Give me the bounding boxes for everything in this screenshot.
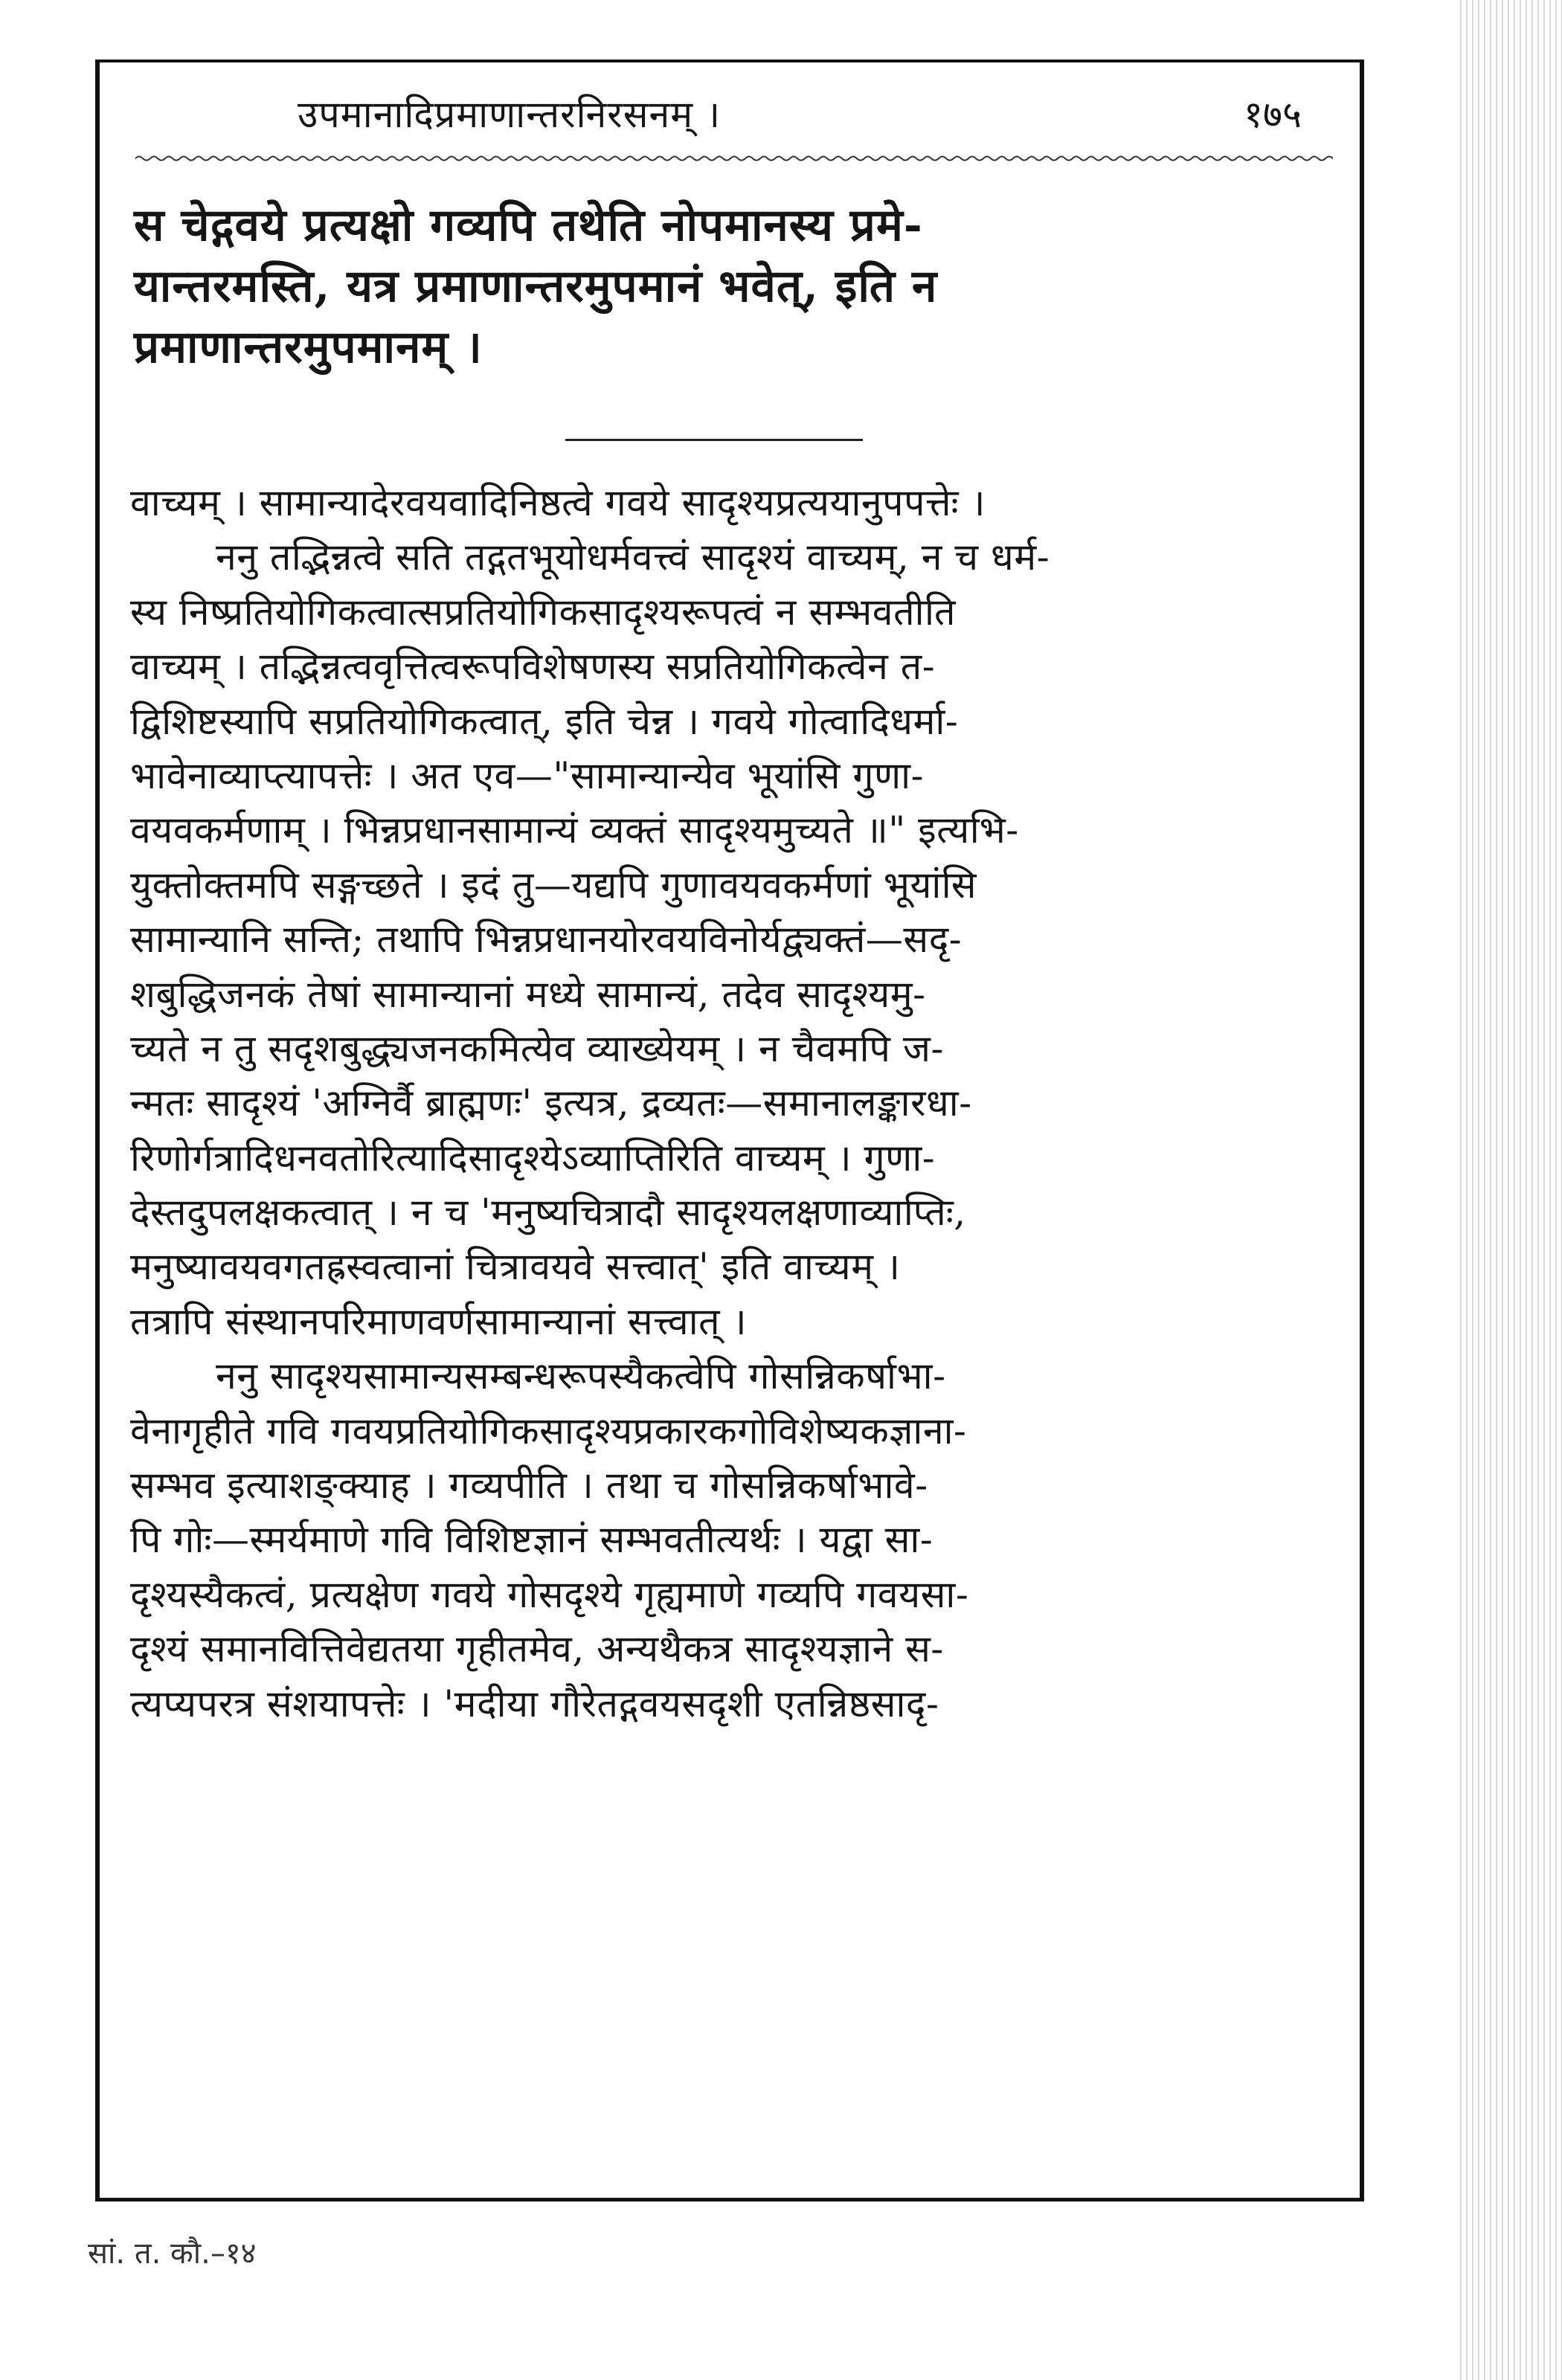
commentary-line: भावेनाव्याप्त्यापत्तेः । अत एव—"सामान्यान्येव भूयांसि गुणा- [130, 753, 924, 797]
commentary-line: द्विशिष्टस्यापि सप्रतियोगिकत्वात्, इति चेन्न । गवये गोत्वादिधर्मा- [130, 699, 959, 743]
commentary-line: पि गोः—स्मर्यमाणे गवि विशिष्टज्ञानं सम्भवतीत्यर्थः । यद्वा सा- [130, 1518, 933, 1562]
mula-line: यान्तरमस्ति, यत्र प्रमाणान्तरमुपमानं भवेत्, इति न [134, 260, 938, 312]
commentary-line: वाच्यम् । तद्भिन्नत्ववृत्तित्वरूपविशेषणस्य सप्रतियोगिकत्वेन त- [130, 645, 936, 689]
commentary-line: दृश्यं समानवित्तिवेद्यतया गृहीतमेव, अन्यथैकत्र सादृश्यज्ञाने स- [130, 1627, 944, 1671]
commentary-line: सम्भव इत्याशङ्क्याह । गव्यपीति । तथा च गोसन्निकर्षाभावे- [130, 1464, 928, 1508]
page-number: १७५ [1244, 93, 1302, 136]
commentary-line: युक्तोक्तमपि सङ्गच्छते । इदं तु—यद्यपि गुणावयवकर्मणां भूयांसि [130, 863, 977, 907]
commentary-line: देस्तदुपलक्षकत्वात् । न च 'मनुष्यचित्रादौ सादृश्यलक्षणाव्याप्तिः, [130, 1191, 966, 1235]
commentary-line: ननु सादृश्यसामान्यसम्बन्धरूपस्यैकत्वेपि गोसन्निकर्षाभा- [216, 1354, 946, 1398]
commentary-line: रिणोर्गत्रादिधनवतोरित्यादिसादृश्येऽव्याप्तिरिति वाच्यम् । गुणा- [130, 1136, 936, 1180]
commentary-line: शबुद्धिजनकं तेषां सामान्यानां मध्ये सामान्यं, तदेव सादृश्यमु- [130, 972, 926, 1016]
commentary-line: वाच्यम् । सामान्यादेरवयवादिनिष्ठत्वे गवये सादृश्यप्रत्ययानुपपत्तेः । [130, 481, 986, 524]
mula-line: स चेद्गवये प्रत्यक्षो गव्यपि तथेति नोपमानस्य प्रमे- [134, 199, 923, 251]
commentary-line: स्य निष्प्रतियोगिकत्वात्सप्रतियोगिकसादृश्यरूपत्वं न सम्भवतीति [130, 590, 956, 634]
page-header [141, 83, 1324, 150]
commentary-line: मनुष्यावयवगतह्रस्वत्वानां चित्रावयवे सत्त्वात्' इति वाच्यम् । [130, 1245, 901, 1289]
signature-mark: सां. त. कौ.–१४ [88, 2236, 257, 2271]
mula-line: प्रमाणान्तरमुपमानम् । [134, 321, 483, 373]
commentary-line: सामान्यानि सन्ति; तथापि भिन्नप्रधानयोरवयविनोर्यद्व्यक्तं—सदृ- [130, 918, 962, 962]
mula-text [134, 195, 1324, 378]
commentary-line: वेनागृहीते गवि गवयप्रतियोगिकसादृश्यप्रकारकगोविशेष्यकज्ञाना- [130, 1409, 967, 1453]
scan-binding-shadow [1458, 0, 1562, 2380]
commentary-line: च्यते न तु सदृशबुद्ध्यजनकमित्येव व्याख्येयम् । न चैवमपि ज- [130, 1026, 944, 1070]
commentary-line: न्मतः सादृश्यं 'अग्निर्वै ब्राह्मणः' इत्यत्र, द्रव्यतः—समानालङ्कारधा- [130, 1081, 972, 1125]
commentary-line: वयवकर्मणाम् । भिन्नप्रधानसामान्यं व्यक्तं सादृश्यमुच्यते ॥" इत्यभि- [130, 808, 1019, 852]
commentary-line: ननु तद्भिन्नत्वे सति तद्गतभूयोधर्मवत्त्वं सादृश्यं वाच्यम्, न च धर्म- [216, 536, 1050, 579]
running-head: उपमानादिप्रमाणान्तरनिरसनम् । [298, 93, 721, 136]
section-divider [565, 439, 863, 441]
commentary-line: दृश्यस्यैकत्वं, प्रत्यक्षेण गवये गोसदृश्ये गृह्यमाणे गव्यपि गवयसा- [130, 1572, 969, 1616]
commentary-text [130, 476, 1328, 1731]
commentary-line: तत्रापि संस्थानपरिमाणवर्णसामान्यानां सत्त्वात् । [130, 1299, 748, 1343]
wavy-rule [135, 153, 1333, 164]
commentary-line: त्यप्यपरत्र संशयापत्तेः । 'मदीया गौरेतद्गवयसदृशी एतन्निष्ठसादृ- [130, 1682, 939, 1726]
